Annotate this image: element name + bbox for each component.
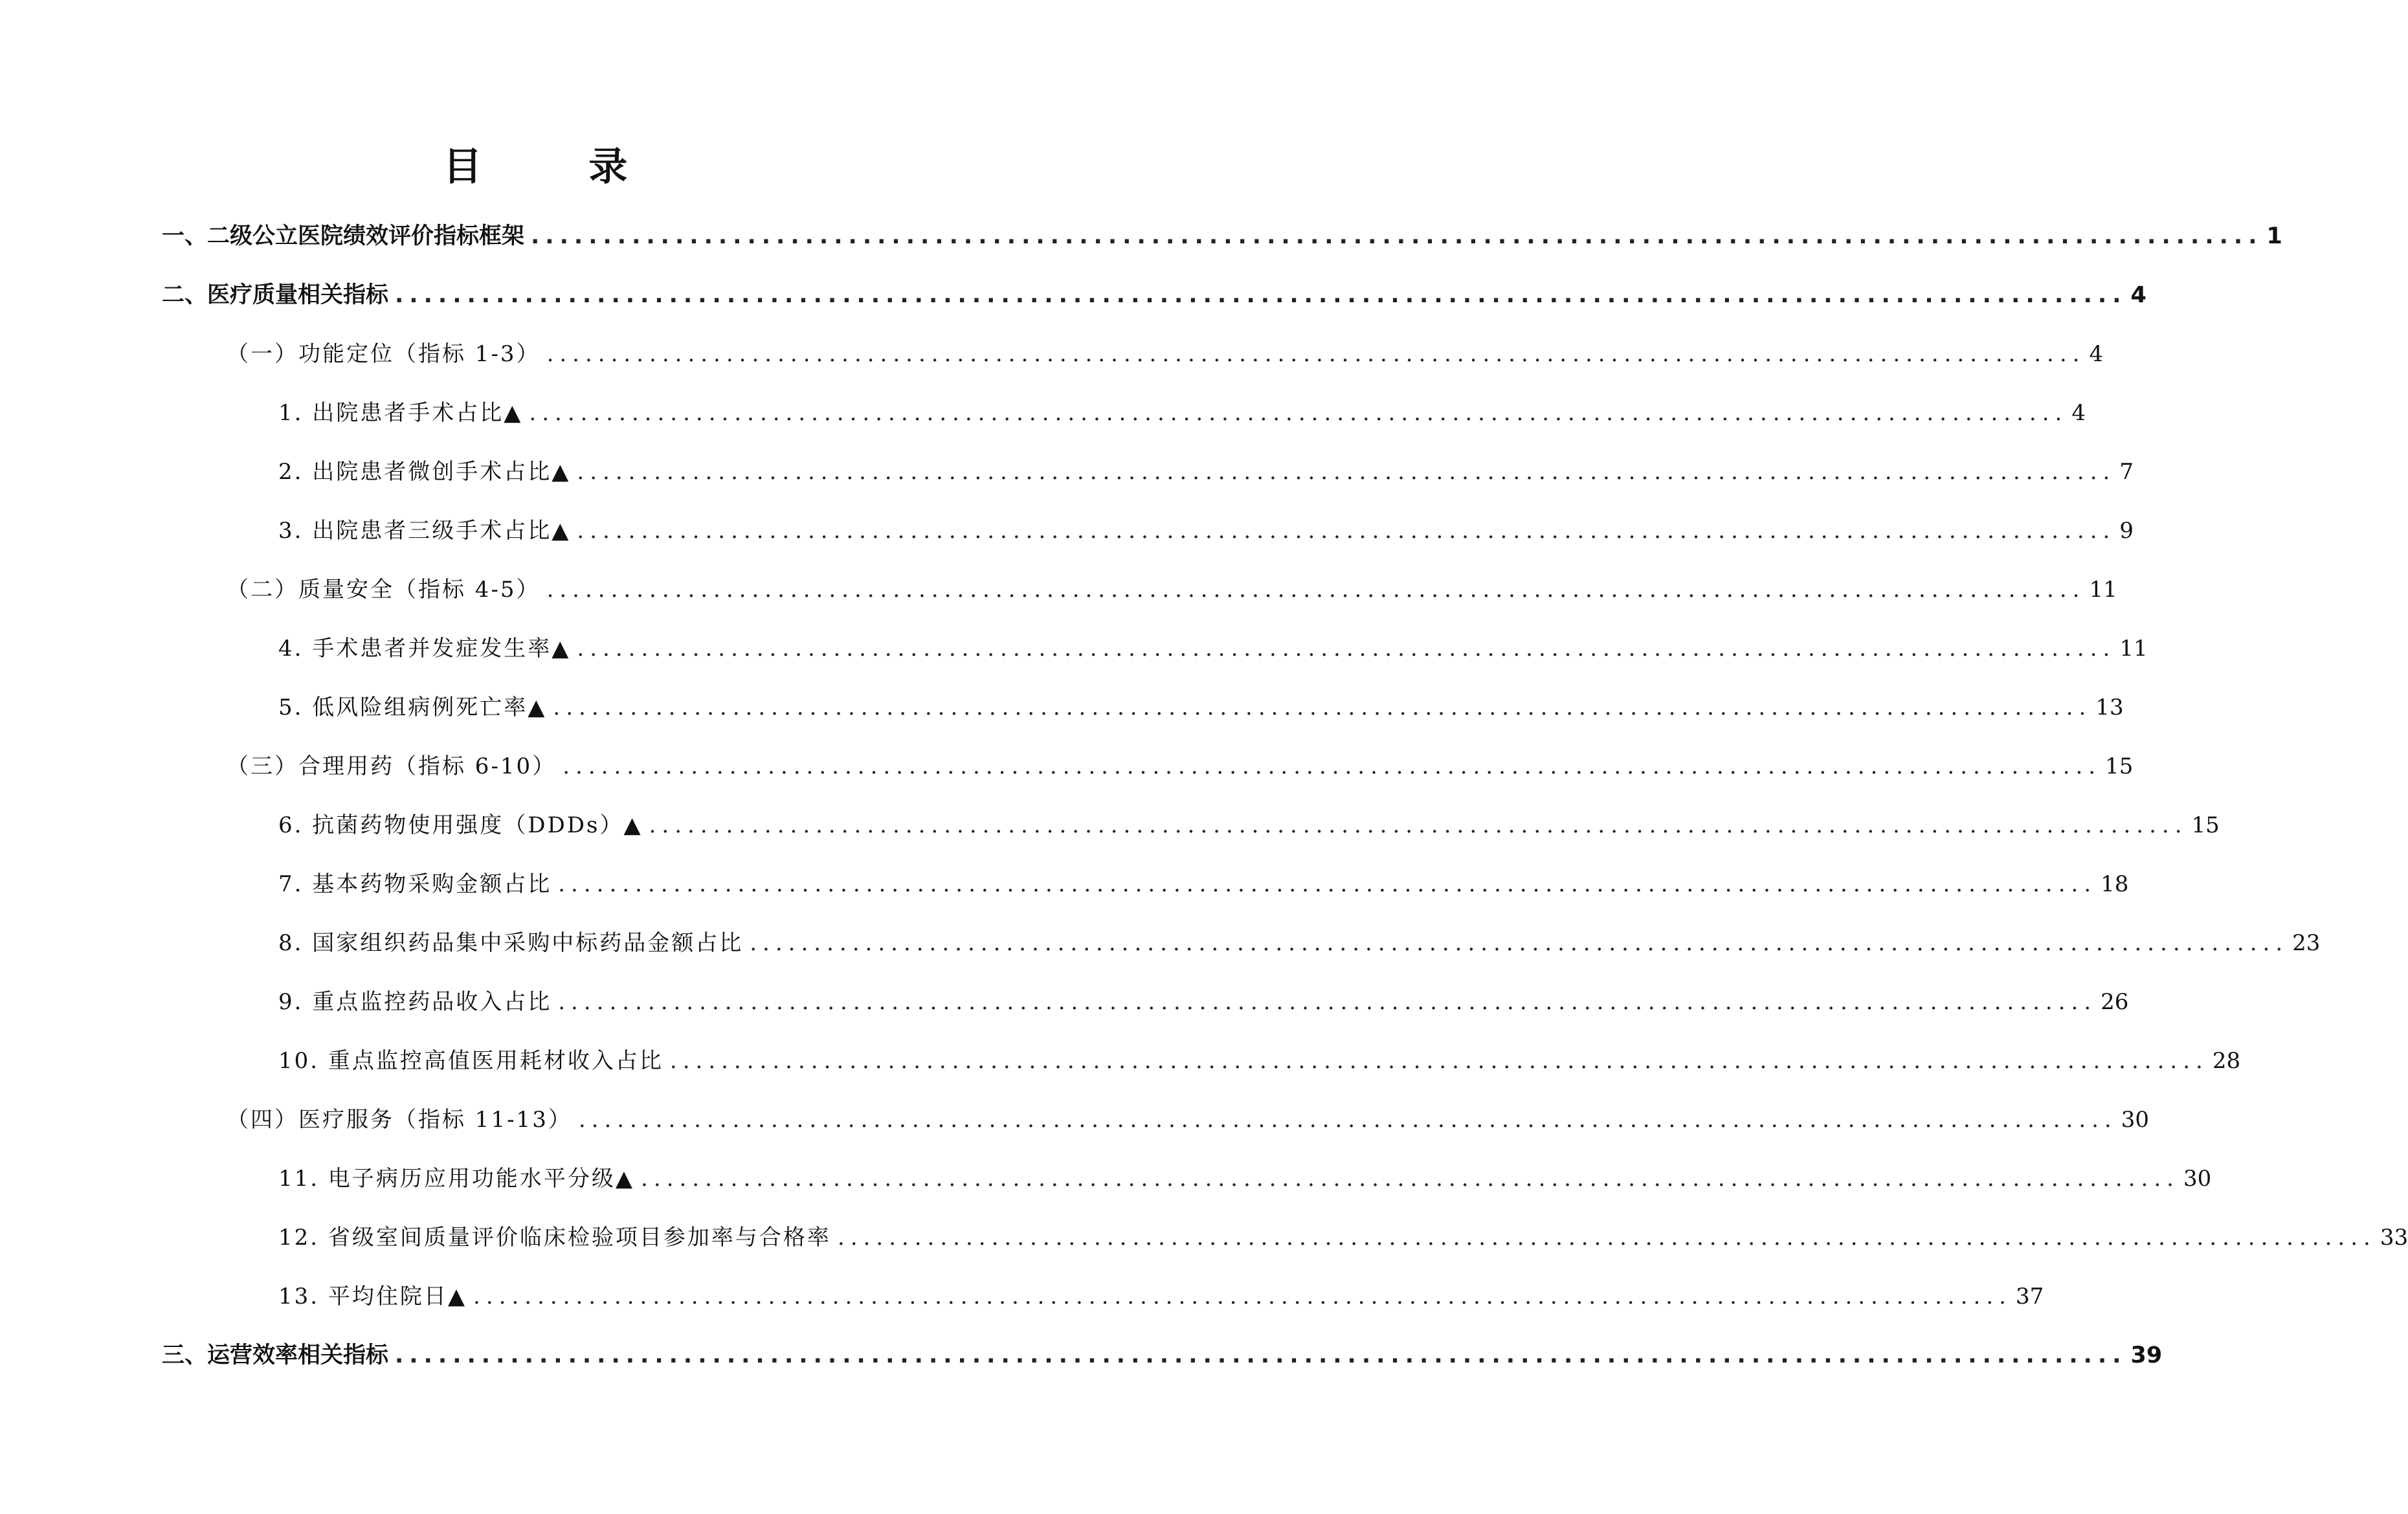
toc-entry[interactable] [278, 983, 2129, 1021]
toc-entry[interactable] [278, 1218, 2408, 1257]
toc-entry-text: 8. 国家组织药品集中采购中标药品金额占比 [278, 930, 744, 956]
dot-leader: ........................................................................................................................ [641, 1166, 2179, 1192]
dot-leader: ........................................................................................................................ [578, 1107, 2117, 1133]
toc-entry-text: （二）质量安全（指标 4-5） [227, 577, 541, 603]
toc-entry[interactable] [227, 570, 2117, 609]
toc-entry[interactable] [162, 1336, 2163, 1375]
toc-entry[interactable] [278, 1041, 2241, 1080]
toc-entry-text: （四）医疗服务（指标 11-13） [227, 1107, 572, 1133]
toc-entry-page: 26 [2101, 989, 2129, 1015]
toc-entry-text: 2. 出院患者微创手术占比▲ [278, 459, 571, 485]
toc-entry[interactable] [278, 511, 2134, 550]
toc-entry-text: 5. 低风险组病例死亡率▲ [278, 695, 547, 720]
toc-entry[interactable] [162, 276, 2146, 315]
dot-leader: ........................................................................................................................ [558, 989, 2097, 1015]
dot-leader: ........................................................................................................................ [531, 223, 2263, 249]
toc-entry-text: 10. 重点监控高值医用耗材收入占比 [278, 1048, 663, 1074]
toc-entry[interactable] [278, 1277, 2044, 1316]
dot-leader: ........................................................................................................................ [546, 341, 2086, 367]
toc-entry-page: 9 [2119, 518, 2134, 544]
dot-leader: ........................................................................................................................ [546, 577, 2086, 603]
toc-entry-text: 12. 省级室间质量评价临床检验项目参加率与合格率 [278, 1225, 831, 1251]
toc-entry-text: 13. 平均住院日▲ [278, 1284, 467, 1309]
toc-entry-page: 15 [2105, 753, 2134, 779]
toc-entry-page: 15 [2191, 812, 2220, 838]
toc-entry-text: 一、二级公立医院绩效评价指标框架 [162, 223, 525, 249]
dot-leader: ........................................................................................................................ [563, 753, 2102, 779]
toc-entry-text: 1. 出院患者手术占比▲ [278, 400, 523, 426]
toc-entry-text: 二、医疗质量相关指标 [162, 282, 389, 308]
toc-entry[interactable] [278, 1159, 2212, 1198]
toc-entry-text: 6. 抗菌药物使用强度（DDDs）▲ [278, 812, 643, 838]
toc-entry-page: 33 [2380, 1225, 2408, 1251]
dot-leader: ........................................................................................................................ [577, 518, 2116, 544]
dot-leader: ........................................................................................................................ [395, 282, 2127, 308]
dot-leader: ........................................................................................................................ [837, 1225, 2376, 1251]
toc-entry[interactable] [278, 865, 2129, 904]
toc-entry-page: 30 [2121, 1107, 2150, 1133]
toc-entry[interactable] [227, 335, 2104, 373]
toc-entry-page: 18 [2101, 871, 2129, 897]
toc-entry-text: 11. 电子病历应用功能水平分级▲ [278, 1166, 635, 1192]
toc-entry-page: 7 [2119, 459, 2134, 485]
toc-entry-text: 3. 出院患者三级手术占比▲ [278, 518, 571, 544]
toc-entry-page: 4 [2130, 282, 2146, 308]
toc-entry-page: 4 [2071, 400, 2086, 426]
toc-entry-page: 1 [2266, 223, 2282, 249]
toc-entry[interactable] [162, 217, 2282, 256]
toc-entry[interactable] [227, 747, 2134, 786]
dot-leader: ........................................................................................................................ [473, 1284, 2012, 1309]
dot-leader: ........................................................................................................................ [649, 812, 2188, 838]
toc-entry-page: 23 [2292, 930, 2321, 956]
toc-entry-text: （一）功能定位（指标 1-3） [227, 341, 541, 367]
toc-entry[interactable] [278, 806, 2220, 845]
toc-entry-page: 13 [2095, 695, 2124, 720]
dot-leader: ........................................................................................................................ [553, 695, 2092, 720]
dot-leader: ........................................................................................................................ [577, 636, 2116, 662]
toc-entry-text: 7. 基本药物采购金额占比 [278, 871, 552, 897]
toc-entry[interactable] [278, 394, 2086, 432]
toc-entry-text: （三）合理用药（指标 6-10） [227, 753, 557, 779]
toc-entry-page: 37 [2015, 1284, 2044, 1309]
toc-entry-page: 30 [2183, 1166, 2212, 1192]
dot-leader: ........................................................................................................................ [669, 1048, 2209, 1074]
toc-entry-page: 11 [2089, 577, 2117, 603]
dot-leader: ........................................................................................................................ [395, 1342, 2127, 1368]
dot-leader: ........................................................................................................................ [750, 930, 2289, 956]
dot-leader: ........................................................................................................................ [577, 459, 2116, 485]
toc-entry-text: 三、运营效率相关指标 [162, 1342, 389, 1368]
toc-entry-text: 9. 重点监控药品收入占比 [278, 989, 552, 1015]
toc-entry-page: 4 [2089, 341, 2104, 367]
toc-entry-text: 4. 手术患者并发症发生率▲ [278, 636, 571, 662]
toc-entry-page: 11 [2119, 636, 2148, 662]
toc-entry[interactable] [278, 924, 2321, 963]
toc-entry-page: 39 [2130, 1342, 2163, 1368]
dot-leader: ........................................................................................................................ [529, 400, 2068, 426]
dot-leader: ........................................................................................................................ [558, 871, 2097, 897]
toc-entry-page: 28 [2212, 1048, 2241, 1074]
toc-title: 目 录 [443, 144, 674, 190]
toc-entry[interactable] [227, 1100, 2150, 1139]
toc-entry[interactable] [278, 688, 2124, 727]
toc-entry[interactable] [278, 452, 2134, 491]
toc-entry[interactable] [278, 629, 2148, 668]
